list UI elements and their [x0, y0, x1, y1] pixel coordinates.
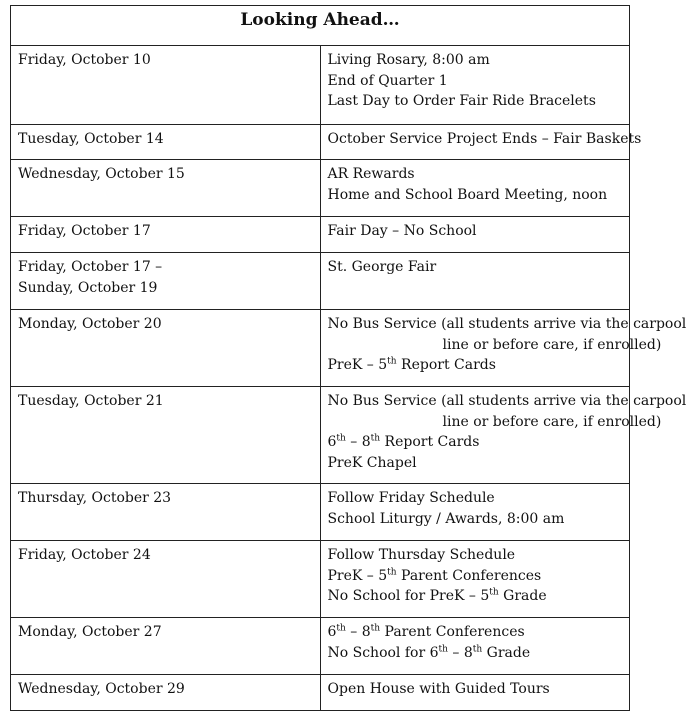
event-item: Open House with Guided Tours: [327, 681, 550, 697]
row-date: Tuesday, October 14: [11, 125, 321, 160]
table-row: [11, 541, 630, 618]
event-item: line or before care, if enrolled): [442, 336, 662, 353]
event-item: 6th – 8th Report Cards: [327, 433, 480, 450]
row-events: [320, 387, 686, 484]
row-date: Tuesday, October 21: [11, 387, 321, 484]
row-date: Thursday, October 23: [11, 484, 321, 541]
row-events: [320, 217, 630, 253]
table-row: [11, 125, 630, 160]
event-item: Home and School Board Meeting, noon: [327, 186, 608, 203]
event-item: No Bus Service (all students arrive via the carpool: [327, 393, 686, 409]
event-item: End of Quarter 1: [327, 72, 448, 89]
row-date: Monday, October 27: [11, 618, 321, 675]
event-item: School Liturgy / Awards, 8:00 am: [327, 510, 565, 527]
date-line: Friday, October 17 –: [18, 259, 163, 275]
row-events: [320, 618, 630, 675]
schedule-table: [10, 5, 686, 711]
row-events: [320, 253, 630, 310]
row-date: [11, 253, 321, 310]
row-events: [320, 310, 686, 387]
row-events: [320, 46, 630, 125]
table-row: [11, 675, 630, 711]
row-date: Wednesday, October 15: [11, 160, 321, 217]
row-events: [320, 484, 630, 541]
event-item: line or before care, if enrolled): [442, 413, 662, 430]
event-item: Follow Friday Schedule: [327, 490, 495, 506]
table-row: [11, 160, 630, 217]
row-date: Friday, October 10: [11, 46, 321, 125]
row-date: Wednesday, October 29: [11, 675, 321, 711]
event-item: 6th – 8th Parent Conferences: [327, 623, 525, 640]
row-events: [320, 160, 630, 217]
event-item: AR Rewards: [327, 166, 415, 182]
table-row: [11, 387, 630, 484]
table-row: [11, 217, 630, 253]
event-item: Follow Thursday Schedule: [327, 547, 516, 563]
table-row: [11, 253, 630, 310]
row-date: Friday, October 17: [11, 217, 321, 253]
row-events: [320, 125, 642, 160]
event-item: No School for 6th – 8th Grade: [327, 643, 531, 661]
event-item: PreK – 5th Parent Conferences: [327, 566, 542, 584]
event-item: Fair Day – No School: [327, 223, 477, 239]
schedule-title: Looking Ahead…: [11, 6, 630, 46]
event-item: Last Day to Order Fair Ride Bracelets: [327, 93, 596, 109]
row-events: [320, 541, 630, 618]
event-item: St. George Fair: [327, 259, 437, 275]
event-item: PreK Chapel: [327, 454, 417, 471]
row-date: Monday, October 20: [11, 310, 321, 387]
table-row: [11, 46, 630, 125]
event-item: No School for PreK – 5th Grade: [327, 587, 547, 604]
event-item: Living Rosary, 8:00 am: [327, 52, 490, 68]
table-row: [11, 310, 630, 387]
row-date: Friday, October 24: [11, 541, 321, 618]
event-item: PreK – 5th Report Cards: [327, 356, 496, 373]
title-row: [11, 6, 630, 46]
table-row: [11, 618, 630, 675]
event-item: No Bus Service (all students arrive via the carpool: [327, 316, 686, 332]
event-item: October Service Project Ends – Fair Baskets: [327, 131, 642, 147]
table-row: [11, 484, 630, 541]
row-events: [320, 675, 630, 711]
date-line: Sunday, October 19: [18, 279, 158, 296]
